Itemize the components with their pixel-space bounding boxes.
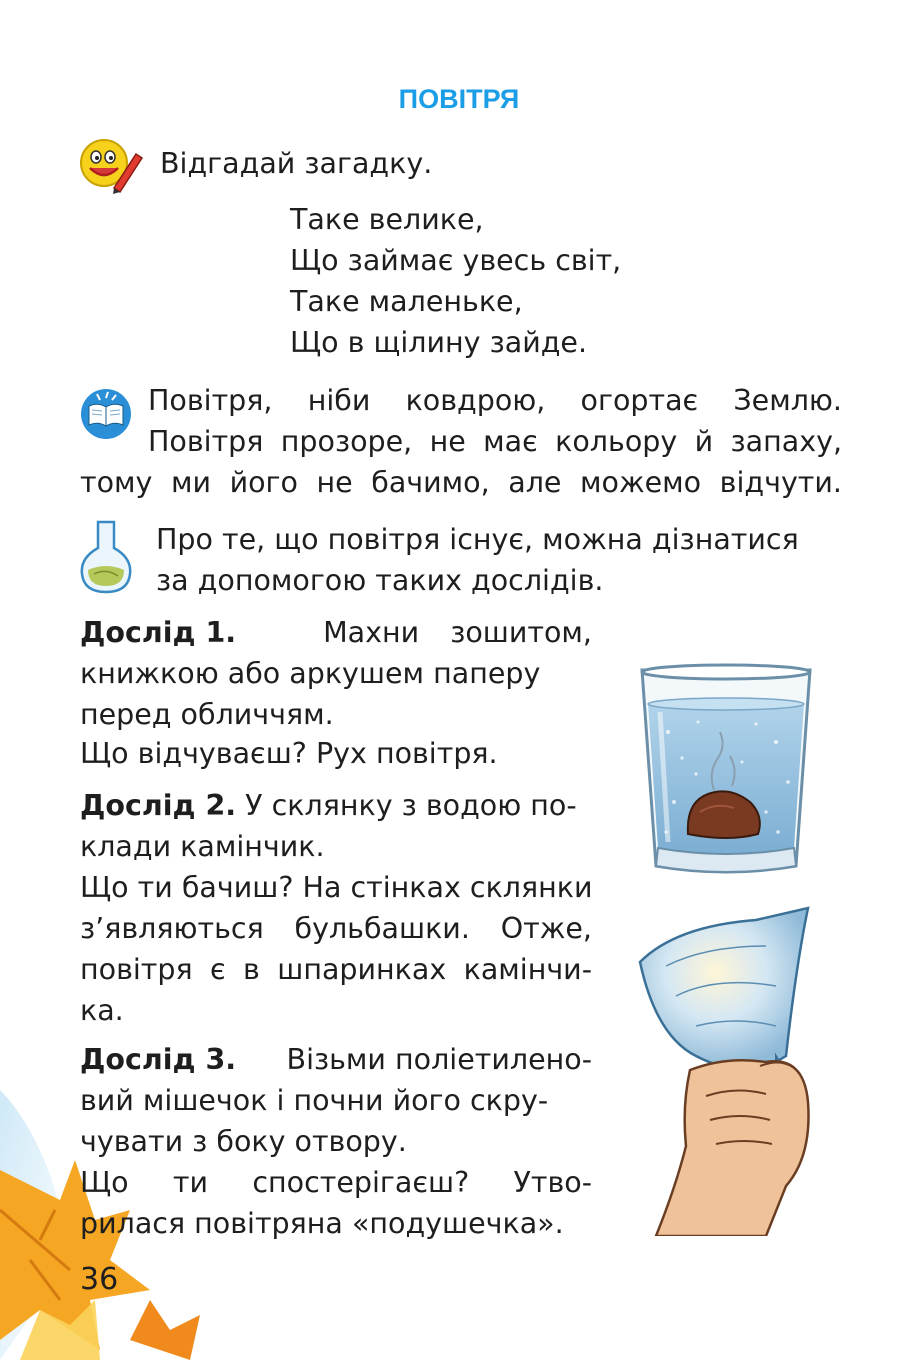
experiment-2-line: ка. [80, 994, 124, 1027]
experiment-3-line: Що ти спостерігаєш? Утво- [80, 1166, 592, 1199]
experiment-3-line: Візьми поліетилено- [286, 1043, 592, 1076]
experiment-2-line: Що ти бачиш? На стінках склянки [80, 871, 593, 904]
intro-line: за допомогою таких дослідів. [156, 564, 604, 597]
riddle-task-text: Відгадай загадку. [160, 147, 433, 180]
info-line: тому ми його не бачимо, але можемо відчути. [80, 466, 842, 499]
info-line: Повітря, ніби ковдрою, огортає Землю. [148, 384, 842, 417]
riddle-line: Таке маленьке, [290, 285, 523, 318]
info-line: Повітря прозоре, не має кольору й запаху, [148, 425, 842, 458]
smiley-pencil-icon [78, 138, 148, 194]
experiment-1-label: Дослід 1. [80, 616, 237, 649]
experiment-1-line: Махни зошитом, [323, 616, 592, 649]
experiment-2-label: Дослід 2. [80, 789, 237, 822]
experiment-3-line: рилася повітряна «подушечка». [80, 1207, 564, 1240]
flask-icon [78, 518, 134, 596]
experiment-3-line: чувати з боку отвору. [80, 1125, 407, 1158]
experiment-3-label: Дослід 3. [80, 1043, 237, 1076]
glass-with-stone-illustration [638, 662, 814, 882]
experiment-2-line: повітря є в шпаринках камінчи- [80, 953, 592, 986]
experiment-2-line: У склянку з водою по- [245, 789, 577, 822]
riddle-line: Що займає увесь світ, [290, 244, 622, 277]
experiment-3-line: вий мішечок і почни його скру- [80, 1084, 549, 1117]
page-number: 36 [80, 1262, 119, 1297]
book-icon [80, 388, 132, 440]
page-title: ПОВІТРЯ [398, 84, 520, 114]
experiment-1-line: книжкою або аркушем паперу [80, 657, 541, 690]
experiment-1-line: перед обличчям. [80, 698, 334, 731]
riddle-line: Що в щілину зайде. [290, 326, 588, 359]
experiment-2-line: клади камінчик. [80, 830, 325, 863]
intro-line: Про те, що повітря існує, можна дізнатися [156, 523, 799, 556]
experiment-2-line: з’являються бульбашки. Отже, [80, 912, 592, 945]
plastic-bag-hand-illustration [636, 906, 832, 1236]
riddle-line: Таке велике, [290, 203, 484, 236]
experiment-1-line: Що відчуваєш? Рух повітря. [80, 737, 498, 770]
